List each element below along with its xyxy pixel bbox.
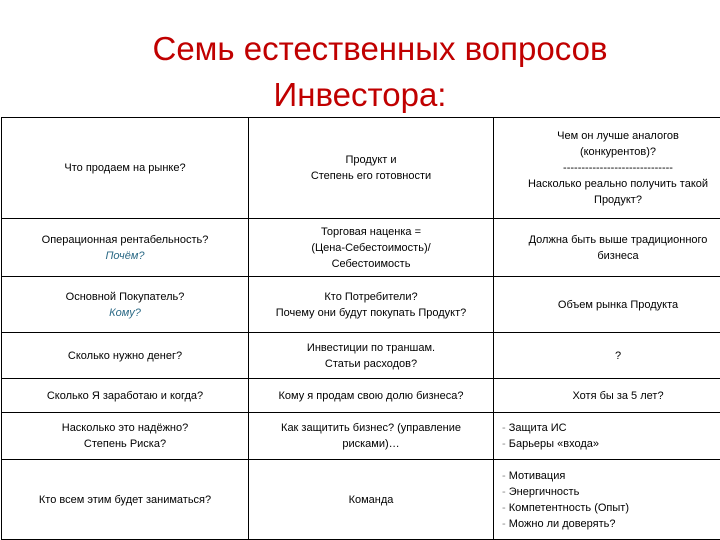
answer-cell: Торговая наценка = (Цена-Себестоимость)/ Себестоимость bbox=[249, 219, 494, 277]
list-item: - Можно ли доверять? bbox=[502, 516, 720, 532]
table-row bbox=[2, 460, 720, 540]
table-row bbox=[2, 219, 720, 277]
question-cell: Кто всем этим будет заниматься? bbox=[2, 460, 249, 540]
question-cell: Насколько это надёжно? Степень Риска? bbox=[2, 413, 249, 460]
answer-cell: Продукт и Степень его готовности bbox=[249, 118, 494, 219]
criterion-cell bbox=[494, 460, 720, 540]
criterion-cell: Объем рынка Продукта bbox=[494, 277, 720, 333]
question-cell: Что продаем на рынке? bbox=[2, 118, 249, 219]
title-line-2: Инвестора: bbox=[273, 76, 447, 113]
criterion-cell: ? bbox=[494, 333, 720, 379]
criterion-cell: Должна быть выше традиционного бизнеса bbox=[494, 219, 720, 277]
question-cell: Сколько нужно денег? bbox=[2, 333, 249, 379]
table-row bbox=[2, 118, 720, 219]
answer-cell: Кому я продам свою долю бизнеса? bbox=[249, 379, 494, 413]
table-row bbox=[2, 379, 720, 413]
accent-question: Почём? bbox=[105, 249, 145, 262]
list-item: - Энергичность bbox=[502, 484, 720, 500]
list-item: - Мотивация bbox=[502, 468, 720, 484]
table-row bbox=[2, 333, 720, 379]
list-item: - Компетентность (Опыт) bbox=[502, 500, 720, 516]
questions-table bbox=[1, 117, 720, 540]
title-line-1: Семь естественных вопросов bbox=[152, 30, 608, 67]
table-row bbox=[2, 277, 720, 333]
answer-cell: Кто Потребители? Почему они будут покупать Продукт? bbox=[249, 277, 494, 333]
answer-cell: Как защитить бизнес? (управление рисками)… bbox=[249, 413, 494, 460]
question-cell: Основной Покупатель? Кому? bbox=[2, 277, 249, 333]
criterion-cell: Хотя бы за 5 лет? bbox=[494, 379, 720, 413]
criterion-cell: Чем он лучше аналогов (конкурентов)? ------------------------------ Насколько реально получить такой Продукт? bbox=[494, 118, 720, 219]
table-row bbox=[2, 413, 720, 460]
list-item: - Барьеры «входа» bbox=[502, 436, 720, 452]
criterion-cell bbox=[494, 413, 720, 460]
page-title bbox=[0, 26, 720, 118]
list-item: - Защита ИС bbox=[502, 420, 720, 436]
question-cell: Операционная рентабельность? Почём? bbox=[2, 219, 249, 277]
answer-cell: Команда bbox=[249, 460, 494, 540]
accent-question: Кому? bbox=[109, 306, 141, 319]
answer-cell: Инвестиции по траншам. Статьи расходов? bbox=[249, 333, 494, 379]
question-cell: Сколько Я заработаю и когда? bbox=[2, 379, 249, 413]
